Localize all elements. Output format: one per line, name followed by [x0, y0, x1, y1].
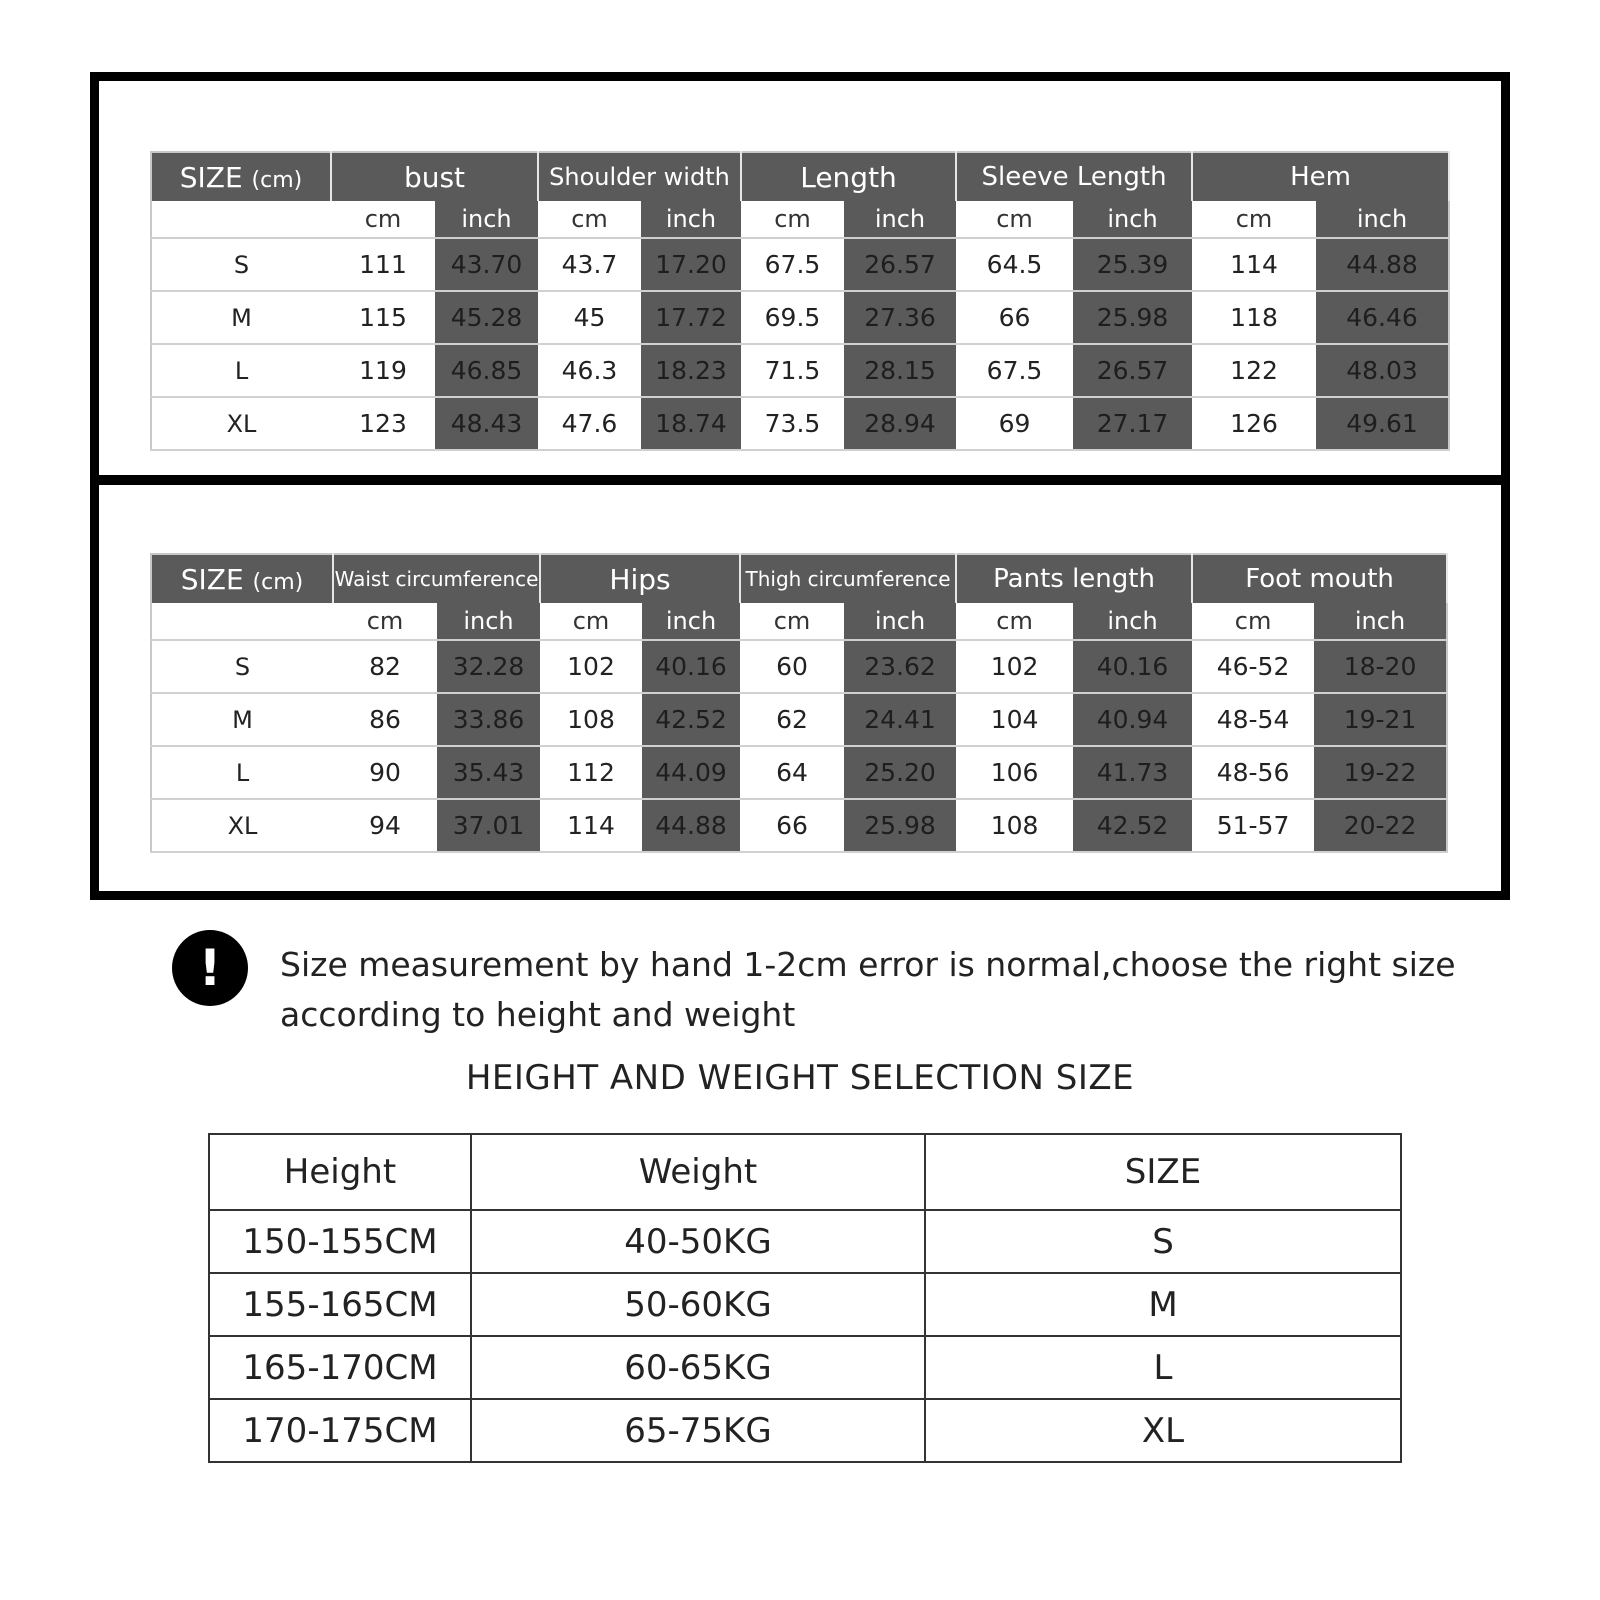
- cm-value-cell: 123: [331, 397, 435, 450]
- inch-value-cell: 33.86: [437, 693, 540, 746]
- size-row: [151, 693, 1447, 746]
- cm-value-cell: 112: [540, 746, 642, 799]
- header-length: Length: [741, 152, 956, 201]
- unit-cm: cm: [1192, 201, 1316, 238]
- inch-value-cell: 19-21: [1314, 693, 1447, 746]
- unit-inch: inch: [1073, 603, 1192, 640]
- cm-value-cell: 122: [1192, 344, 1316, 397]
- inch-value-cell: 18.23: [641, 344, 741, 397]
- header-sleeve-length: Sleeve Length: [956, 152, 1192, 201]
- unit-blank: [151, 201, 331, 238]
- unit-cm: cm: [956, 603, 1073, 640]
- inch-value-cell: 17.20: [641, 238, 741, 291]
- inch-value-cell: 18.74: [641, 397, 741, 450]
- cm-value-cell: 119: [331, 344, 435, 397]
- inch-value-cell: 40.94: [1073, 693, 1192, 746]
- cm-value-cell: 69: [956, 397, 1073, 450]
- unit-inch: inch: [435, 201, 538, 238]
- header-waist-circumference: Waist circumference: [333, 554, 540, 603]
- hw-header-height: Height: [209, 1134, 471, 1210]
- cm-value-cell: 114: [540, 799, 642, 852]
- cm-value-cell: 48-56: [1192, 746, 1314, 799]
- frame-divider: [99, 475, 1501, 485]
- size-row: [151, 799, 1447, 852]
- cm-value-cell: 46-52: [1192, 640, 1314, 693]
- size-row: [151, 238, 1449, 291]
- cm-value-cell: 114: [1192, 238, 1316, 291]
- inch-value-cell: 43.70: [435, 238, 538, 291]
- cm-value-cell: 43.7: [538, 238, 641, 291]
- inch-value-cell: 35.43: [437, 746, 540, 799]
- cm-value-cell: 67.5: [956, 344, 1073, 397]
- cm-value-cell: 67.5: [741, 238, 844, 291]
- size-row: [151, 344, 1449, 397]
- inch-value-cell: 46.85: [435, 344, 538, 397]
- cm-value-cell: 62: [740, 693, 844, 746]
- hw-weight: 60-65KG: [471, 1336, 925, 1399]
- hw-size: XL: [925, 1399, 1401, 1462]
- inch-value-cell: 37.01: [437, 799, 540, 852]
- hw-weight: 40-50KG: [471, 1210, 925, 1273]
- inch-value-cell: 26.57: [1073, 344, 1192, 397]
- header-shoulder-width: Shoulder width: [538, 152, 741, 201]
- bottom-size-table: [150, 553, 1448, 853]
- unit-blank: [151, 603, 333, 640]
- size-cell: S: [151, 640, 333, 693]
- unit-cm: cm: [331, 201, 435, 238]
- cm-value-cell: 45: [538, 291, 641, 344]
- inch-value-cell: 28.94: [844, 397, 956, 450]
- inch-value-cell: 25.98: [1073, 291, 1192, 344]
- header-foot-mouth: Foot mouth: [1192, 554, 1447, 603]
- unit-inch: inch: [1073, 201, 1192, 238]
- size-header: SIZE (cm): [151, 554, 333, 603]
- header-row: [151, 554, 1447, 603]
- cm-value-cell: 73.5: [741, 397, 844, 450]
- inch-value-cell: 26.57: [844, 238, 956, 291]
- measurement-note: Size measurement by hand 1-2cm error is normal,choose the right size according to height and weight: [280, 945, 1456, 1034]
- cm-value-cell: 104: [956, 693, 1073, 746]
- cm-value-cell: 71.5: [741, 344, 844, 397]
- inch-value-cell: 44.09: [642, 746, 740, 799]
- unit-inch: inch: [1314, 603, 1447, 640]
- size-cell: XL: [151, 397, 331, 450]
- hw-header-row: [209, 1134, 1401, 1210]
- header-hips: Hips: [540, 554, 740, 603]
- hw-header-weight: Weight: [471, 1134, 925, 1210]
- hw-weight: 65-75KG: [471, 1399, 925, 1462]
- inch-value-cell: 27.36: [844, 291, 956, 344]
- size-cell: M: [151, 693, 333, 746]
- unit-cm: cm: [740, 603, 844, 640]
- unit-inch: inch: [844, 603, 956, 640]
- cm-value-cell: 86: [333, 693, 437, 746]
- header-thigh-circumference: Thigh circumference: [740, 554, 956, 603]
- inch-value-cell: 41.73: [1073, 746, 1192, 799]
- size-header: SIZE (cm): [151, 152, 331, 201]
- cm-value-cell: 66: [740, 799, 844, 852]
- inch-value-cell: 23.62: [844, 640, 956, 693]
- size-cell: L: [151, 746, 333, 799]
- inch-value-cell: 18-20: [1314, 640, 1447, 693]
- size-row: [151, 640, 1447, 693]
- hw-row: [209, 1210, 1401, 1273]
- hw-row: [209, 1336, 1401, 1399]
- inch-value-cell: 25.20: [844, 746, 956, 799]
- height-weight-table: [208, 1133, 1402, 1463]
- cm-value-cell: 47.6: [538, 397, 641, 450]
- size-cell: L: [151, 344, 331, 397]
- unit-cm: cm: [741, 201, 844, 238]
- inch-value-cell: 25.98: [844, 799, 956, 852]
- header-bust: bust: [331, 152, 538, 201]
- hw-size: M: [925, 1273, 1401, 1336]
- hw-size: S: [925, 1210, 1401, 1273]
- size-row: [151, 746, 1447, 799]
- inch-value-cell: 42.52: [642, 693, 740, 746]
- size-row: [151, 291, 1449, 344]
- cm-value-cell: 118: [1192, 291, 1316, 344]
- height-weight-title: HEIGHT AND WEIGHT SELECTION SIZE: [465, 1058, 1135, 1098]
- hw-size: L: [925, 1336, 1401, 1399]
- hw-header-size: SIZE: [925, 1134, 1401, 1210]
- unit-inch: inch: [844, 201, 956, 238]
- unit-cm: cm: [333, 603, 437, 640]
- unit-inch: inch: [437, 603, 540, 640]
- inch-value-cell: 28.15: [844, 344, 956, 397]
- cm-value-cell: 90: [333, 746, 437, 799]
- inch-value-cell: 24.41: [844, 693, 956, 746]
- cm-value-cell: 102: [540, 640, 642, 693]
- inch-value-cell: 44.88: [1316, 238, 1449, 291]
- cm-value-cell: 46.3: [538, 344, 641, 397]
- cm-value-cell: 51-57: [1192, 799, 1314, 852]
- cm-value-cell: 69.5: [741, 291, 844, 344]
- cm-value-cell: 126: [1192, 397, 1316, 450]
- cm-value-cell: 111: [331, 238, 435, 291]
- inch-value-cell: 42.52: [1073, 799, 1192, 852]
- top-size-table: [150, 151, 1450, 451]
- unit-cm: cm: [538, 201, 641, 238]
- size-cell: M: [151, 291, 331, 344]
- hw-row: [209, 1273, 1401, 1336]
- inch-value-cell: 40.16: [1073, 640, 1192, 693]
- header-row: [151, 152, 1449, 201]
- inch-value-cell: 45.28: [435, 291, 538, 344]
- exclamation-icon: !: [172, 930, 248, 1006]
- cm-value-cell: 108: [540, 693, 642, 746]
- inch-value-cell: 48.43: [435, 397, 538, 450]
- cm-value-cell: 60: [740, 640, 844, 693]
- unit-cm: cm: [540, 603, 642, 640]
- unit-inch: inch: [641, 201, 741, 238]
- cm-value-cell: 64.5: [956, 238, 1073, 291]
- cm-value-cell: 106: [956, 746, 1073, 799]
- inch-value-cell: 32.28: [437, 640, 540, 693]
- size-row: [151, 397, 1449, 450]
- cm-value-cell: 82: [333, 640, 437, 693]
- unit-cm: cm: [956, 201, 1073, 238]
- inch-value-cell: 46.46: [1316, 291, 1449, 344]
- unit-inch: inch: [1316, 201, 1449, 238]
- header-hem: Hem: [1192, 152, 1449, 201]
- cm-value-cell: 108: [956, 799, 1073, 852]
- unit-cm: cm: [1192, 603, 1314, 640]
- header-pants-length: Pants length: [956, 554, 1192, 603]
- size-cell: XL: [151, 799, 333, 852]
- hw-height: 170-175CM: [209, 1399, 471, 1462]
- inch-value-cell: 40.16: [642, 640, 740, 693]
- inch-value-cell: 48.03: [1316, 344, 1449, 397]
- hw-weight: 50-60KG: [471, 1273, 925, 1336]
- cm-value-cell: 115: [331, 291, 435, 344]
- cm-value-cell: 102: [956, 640, 1073, 693]
- cm-value-cell: 94: [333, 799, 437, 852]
- unit-row: [151, 201, 1449, 238]
- cm-value-cell: 66: [956, 291, 1073, 344]
- cm-value-cell: 48-54: [1192, 693, 1314, 746]
- size-cell: S: [151, 238, 331, 291]
- hw-height: 155-165CM: [209, 1273, 471, 1336]
- inch-value-cell: 27.17: [1073, 397, 1192, 450]
- unit-row: [151, 603, 1447, 640]
- hw-row: [209, 1399, 1401, 1462]
- hw-height: 165-170CM: [209, 1336, 471, 1399]
- unit-inch: inch: [642, 603, 740, 640]
- inch-value-cell: 44.88: [642, 799, 740, 852]
- inch-value-cell: 19-22: [1314, 746, 1447, 799]
- inch-value-cell: 17.72: [641, 291, 741, 344]
- cm-value-cell: 64: [740, 746, 844, 799]
- inch-value-cell: 25.39: [1073, 238, 1192, 291]
- inch-value-cell: 20-22: [1314, 799, 1447, 852]
- inch-value-cell: 49.61: [1316, 397, 1449, 450]
- hw-height: 150-155CM: [209, 1210, 471, 1273]
